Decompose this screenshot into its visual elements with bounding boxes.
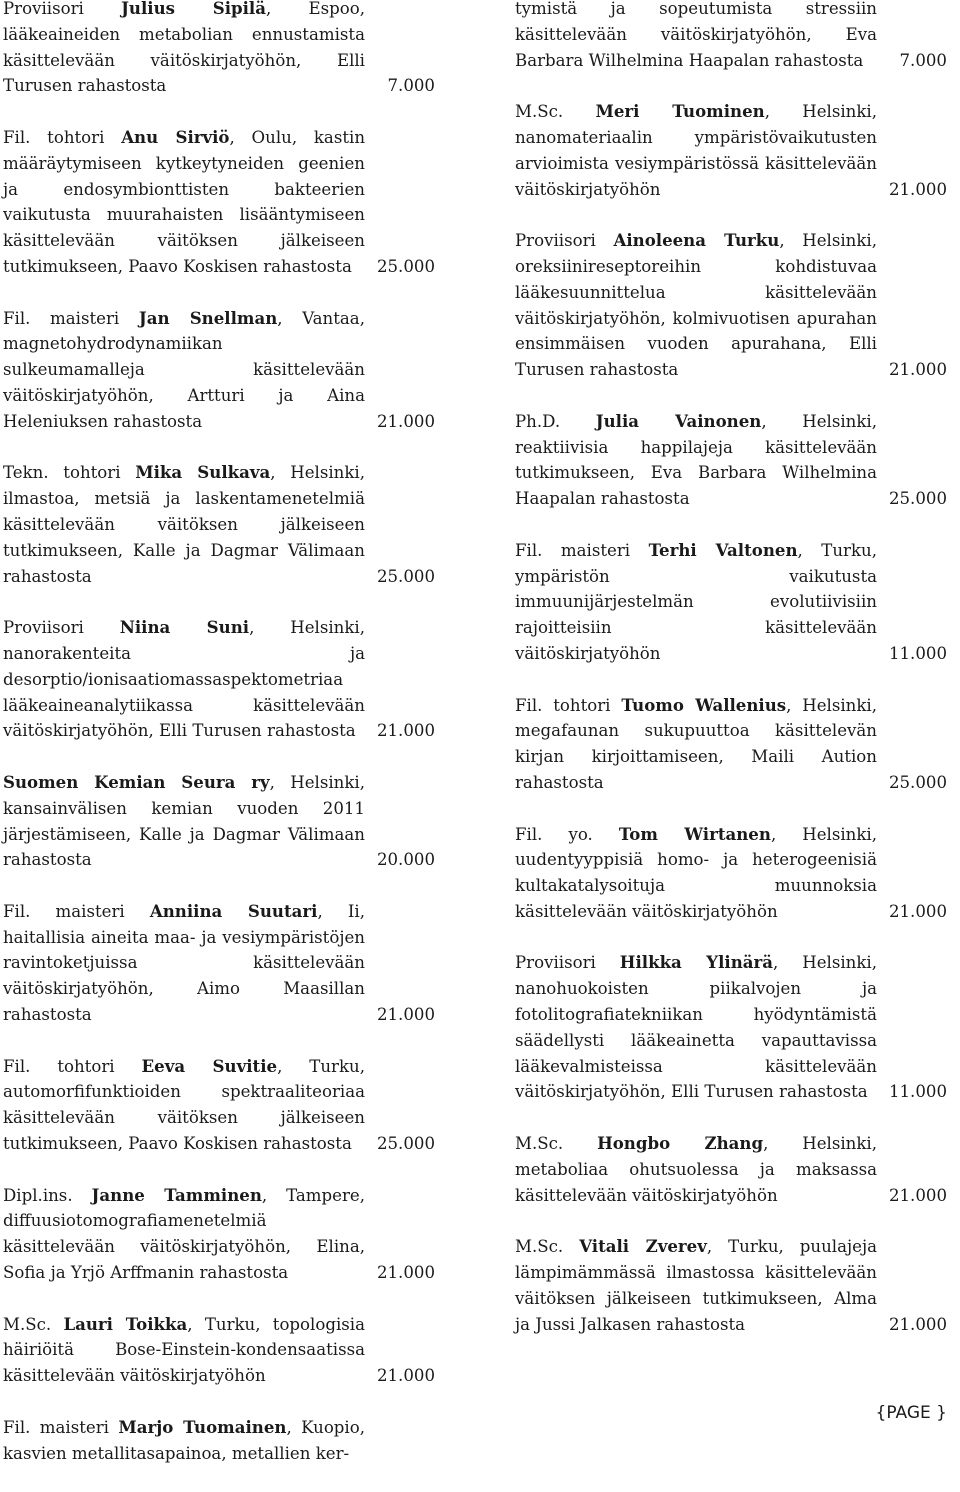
grant-description (3, 1312, 365, 1389)
grant-purpose: , Kuopio, kasvien metallitasapainoa, metallien ker- (3, 1417, 365, 1463)
recipient-title: Proviisori (3, 618, 120, 638)
grant-purpose: , Ii, haitallisia aineita maa- ja vesiympäristöjen ravintoketjuissa käsittelevään väitöskirjatyöhön, Aimo Maasillan rahastosta (3, 901, 366, 1025)
recipient-title: M.Sc. (515, 1134, 598, 1154)
grant-amount: 21.000 (888, 179, 947, 199)
recipient-name: Tuomo Wallenius (621, 694, 787, 715)
grant-description (3, 460, 365, 589)
recipient-title: Fil. maisteri (3, 1417, 119, 1437)
recipient-name: Tom Wirtanen (618, 823, 771, 844)
grant-entry (515, 1131, 947, 1208)
recipient-title: Fil. tohtori (3, 127, 122, 147)
grant-description (515, 693, 877, 796)
grant-purpose: , Oulu, kastin määräytymiseen kytkeytyneiden geenien ja endosymbionttisten bakteerien vaikutusta muurahaisten lisääntymiseen käsittelevään väitöksen jälkeiseen tutkimukseen, Paavo Koskisen rahastosta (3, 127, 366, 276)
grant-purpose: , Helsinki, ilmastoa, metsiä ja laskentamenetelmiä käsittelevään väitöksen jälkeiseen tutkimukseen, Kalle ja Dagmar Välimaan rahastosta (3, 463, 365, 586)
grant-entry (3, 1054, 435, 1157)
grant-purpose: , Turku, puulajeja lämpimämmässä ilmastossa käsittelevään väitöksen jälkeiseen tutkimukseen, Alma ja Jussi Jalkasen rahastosta (515, 1237, 877, 1334)
grant-amount: 7.000 (387, 76, 435, 96)
grant-amount: 25.000 (376, 566, 435, 586)
grant-purpose: , Helsinki, reaktiivisia happilajeja käsittelevään tutkimukseen, Eva Barbara Wilhelmina Haapalan rahastosta (515, 411, 877, 509)
grant-purpose: , Helsinki, oreksiinireseptoreihin kohdistuvaa lääkesuunnittelua käsittelevään väitöskirjatyöhön, kolmivuotisen apurahan ensimmäisen vuoden apurahana, Elli Turusen rahastosta (515, 231, 877, 380)
recipient-title: Ph.D. (515, 411, 596, 431)
grant-entry (515, 693, 947, 796)
grant-entry (3, 1415, 435, 1467)
grant-amount: 21.000 (376, 721, 435, 741)
recipient-title: Fil. maisteri (515, 540, 649, 560)
recipient-title: Proviisori (515, 953, 620, 973)
recipient-name: Hongbo Zhang (597, 1133, 764, 1154)
grant-purpose: tymistä ja sopeutumista stressiin käsittelevään väitöskirjatyöhön, Eva Barbara Wilhelmina Haapalan rahastosta (515, 0, 877, 70)
grant-amount: 21.000 (888, 1314, 947, 1334)
grant-entry (3, 460, 435, 589)
grant-description (515, 538, 877, 667)
grant-description (515, 1234, 877, 1337)
grant-amount: 20.000 (376, 850, 435, 870)
recipient-name: Eeva Suvitie (141, 1055, 278, 1076)
grant-amount: 25.000 (888, 489, 947, 509)
grant-purpose: , Helsinki, kansainvälisen kemian vuoden 2011 järjestämiseen, Kalle ja Dagmar Välimaan rahastosta (3, 772, 366, 870)
grant-description (3, 306, 365, 435)
grant-amount: 7.000 (899, 50, 947, 70)
recipient-name: Anu Sirviö (121, 126, 230, 147)
grant-amount: 25.000 (376, 256, 435, 276)
grant-description (3, 770, 365, 873)
grant-description (3, 615, 365, 744)
grant-purpose: , Turku, automorfifunktioiden spektraaliteoriaa käsittelevään väitöksen jälkeiseen tutkimukseen, Paavo Koskisen rahastosta (3, 1056, 365, 1154)
recipient-title: Proviisori (515, 231, 614, 251)
recipient-name: Jan Snellman (138, 307, 278, 328)
left-column (3, 0, 435, 1492)
recipient-title: M.Sc. (515, 1237, 580, 1257)
grant-entry (515, 822, 947, 925)
grant-entry (3, 0, 435, 99)
grant-purpose: , Helsinki, metaboliaa ohutsuolessa ja maksassa käsittelevään väitöskirjatyöhön (515, 1134, 877, 1205)
grant-purpose: , Helsinki, megafaunan sukupuuttoa käsittelevän kirjan kirjoittamiseen, Maili Aution rahastosta (515, 695, 877, 792)
grant-purpose: , Vantaa, magnetohydrodynamiikan sulkeumamalleja käsittelevään väitöskirjatyöhön, Artturi ja Aina Heleniuksen rahastosta (3, 308, 365, 431)
recipient-name: Ainoleena Turku (613, 230, 780, 251)
grant-entry (515, 409, 947, 512)
grant-amount: 21.000 (376, 1366, 435, 1386)
recipient-name: Suomen Kemian Seura ry (3, 771, 270, 792)
grant-amount: 21.000 (888, 1185, 947, 1205)
page-number: {PAGE } (875, 1403, 947, 1423)
grant-description (515, 228, 877, 383)
recipient-name: Janne Tamminen (91, 1184, 262, 1205)
recipient-title: Fil. maisteri (3, 901, 150, 921)
grant-description (515, 1131, 877, 1208)
grant-entry (515, 0, 947, 73)
grant-description (3, 1415, 365, 1467)
grant-entry (515, 1234, 947, 1337)
grant-entry (3, 770, 435, 873)
grant-purpose: , Helsinki, nanomateriaalin ympäristövaikutusten arvioimista vesiympäristössä käsittelevään väitöskirjatyöhön (515, 102, 877, 199)
grant-entry (515, 538, 947, 667)
grant-description (3, 1054, 365, 1157)
recipient-name: Meri Tuominen (595, 101, 765, 122)
recipient-title: Proviisori (3, 0, 122, 18)
recipient-name: Marjo Tuomainen (118, 1416, 287, 1437)
grant-description (515, 409, 877, 512)
grant-entry (515, 228, 947, 383)
grant-amount: 21.000 (376, 1005, 435, 1025)
recipient-title: M.Sc. (515, 102, 596, 122)
grant-description (515, 99, 877, 202)
grant-entry (3, 125, 435, 280)
grant-purpose: , Helsinki, nanohuokoisten piikalvojen ja fotolitografiatekniikan hyödyntämistä säädellysti lääkeainetta vapauttavissa lääkevalmisteissa käsittelevään väitöskirjatyöhön, Elli Turusen rahastosta (515, 953, 877, 1102)
recipient-name: Mika Sulkava (135, 462, 271, 483)
grant-purpose: , Helsinki, uudentyyppisiä homo- ja heterogeenisiä kultakatalysoituja muunnoksia käsittelevään väitöskirjatyöhön (515, 824, 877, 921)
grant-purpose: , Turku, ympäristön vaikutusta immuunijärjestelmän evolutiivisiin rajoitteisiin käsittelevään väitöskirjatyöhön (515, 540, 877, 663)
grant-description (3, 0, 365, 99)
grant-purpose: , Espoo, lääkeaineiden metabolian ennustamista käsittelevään väitöskirjatyöhön, Elli Turusen rahastosta (3, 0, 365, 96)
recipient-name: Lauri Toikka (63, 1313, 188, 1334)
grant-description (515, 950, 877, 1105)
recipient-name: Terhi Valtonen (648, 539, 798, 560)
recipient-name: Julia Vainonen (595, 410, 762, 431)
recipient-title: Tekn. tohtori (3, 463, 136, 483)
grant-amount: 21.000 (888, 360, 947, 380)
recipient-name: Niina Suni (119, 617, 250, 638)
recipient-title: Fil. tohtori (515, 695, 622, 715)
grant-amount: 21.000 (376, 1263, 435, 1283)
recipient-name: Julius Sipilä (121, 0, 266, 18)
grant-amount: 11.000 (888, 1082, 947, 1102)
grant-entry (3, 899, 435, 1028)
grant-amount: 21.000 (888, 901, 947, 921)
right-column (515, 0, 947, 1363)
grant-amount: 25.000 (376, 1134, 435, 1154)
recipient-name: Hilkka Ylinärä (619, 952, 774, 973)
grant-entry (3, 1312, 435, 1389)
grant-purpose: , Tampere, diffuusiotomografiamenetelmiä käsittelevään väitöskirjatyöhön, Elina, Sofia ja Yrjö Arffmanin rahastosta (3, 1185, 365, 1283)
grant-entry (515, 99, 947, 202)
grant-purpose: , Turku, topologisia häiriöitä Bose-Einstein-kondensaatissa käsittelevään väitöskirjatyöhön (3, 1314, 365, 1386)
recipient-title: Fil. yo. (515, 824, 619, 844)
recipient-name: Vitali Zverev (579, 1236, 707, 1257)
grant-entry (3, 306, 435, 435)
grant-amount: 25.000 (888, 772, 947, 792)
grant-amount: 21.000 (376, 411, 435, 431)
recipient-title: Fil. maisteri (3, 308, 139, 328)
grant-entry (3, 615, 435, 744)
grant-description (515, 822, 877, 925)
grant-entry (3, 1183, 435, 1286)
grant-description (3, 1183, 365, 1286)
recipient-title: Fil. tohtori (3, 1056, 142, 1076)
grant-amount: 11.000 (888, 643, 947, 663)
grant-description (3, 125, 365, 280)
recipient-title: M.Sc. (3, 1314, 64, 1334)
grant-description (3, 899, 365, 1028)
grant-purpose: , Helsinki, nanorakenteita ja desorptio/ionisaatiomassaspektometriaa lääkeaineanalytiikassa käsittelevään väitöskirjatyöhön, Elli Turusen rahastosta (3, 618, 365, 741)
grant-entry (515, 950, 947, 1105)
recipient-name: Anniina Suutari (149, 900, 318, 921)
recipient-title: Dipl.ins. (3, 1185, 92, 1205)
grant-description (515, 0, 877, 73)
